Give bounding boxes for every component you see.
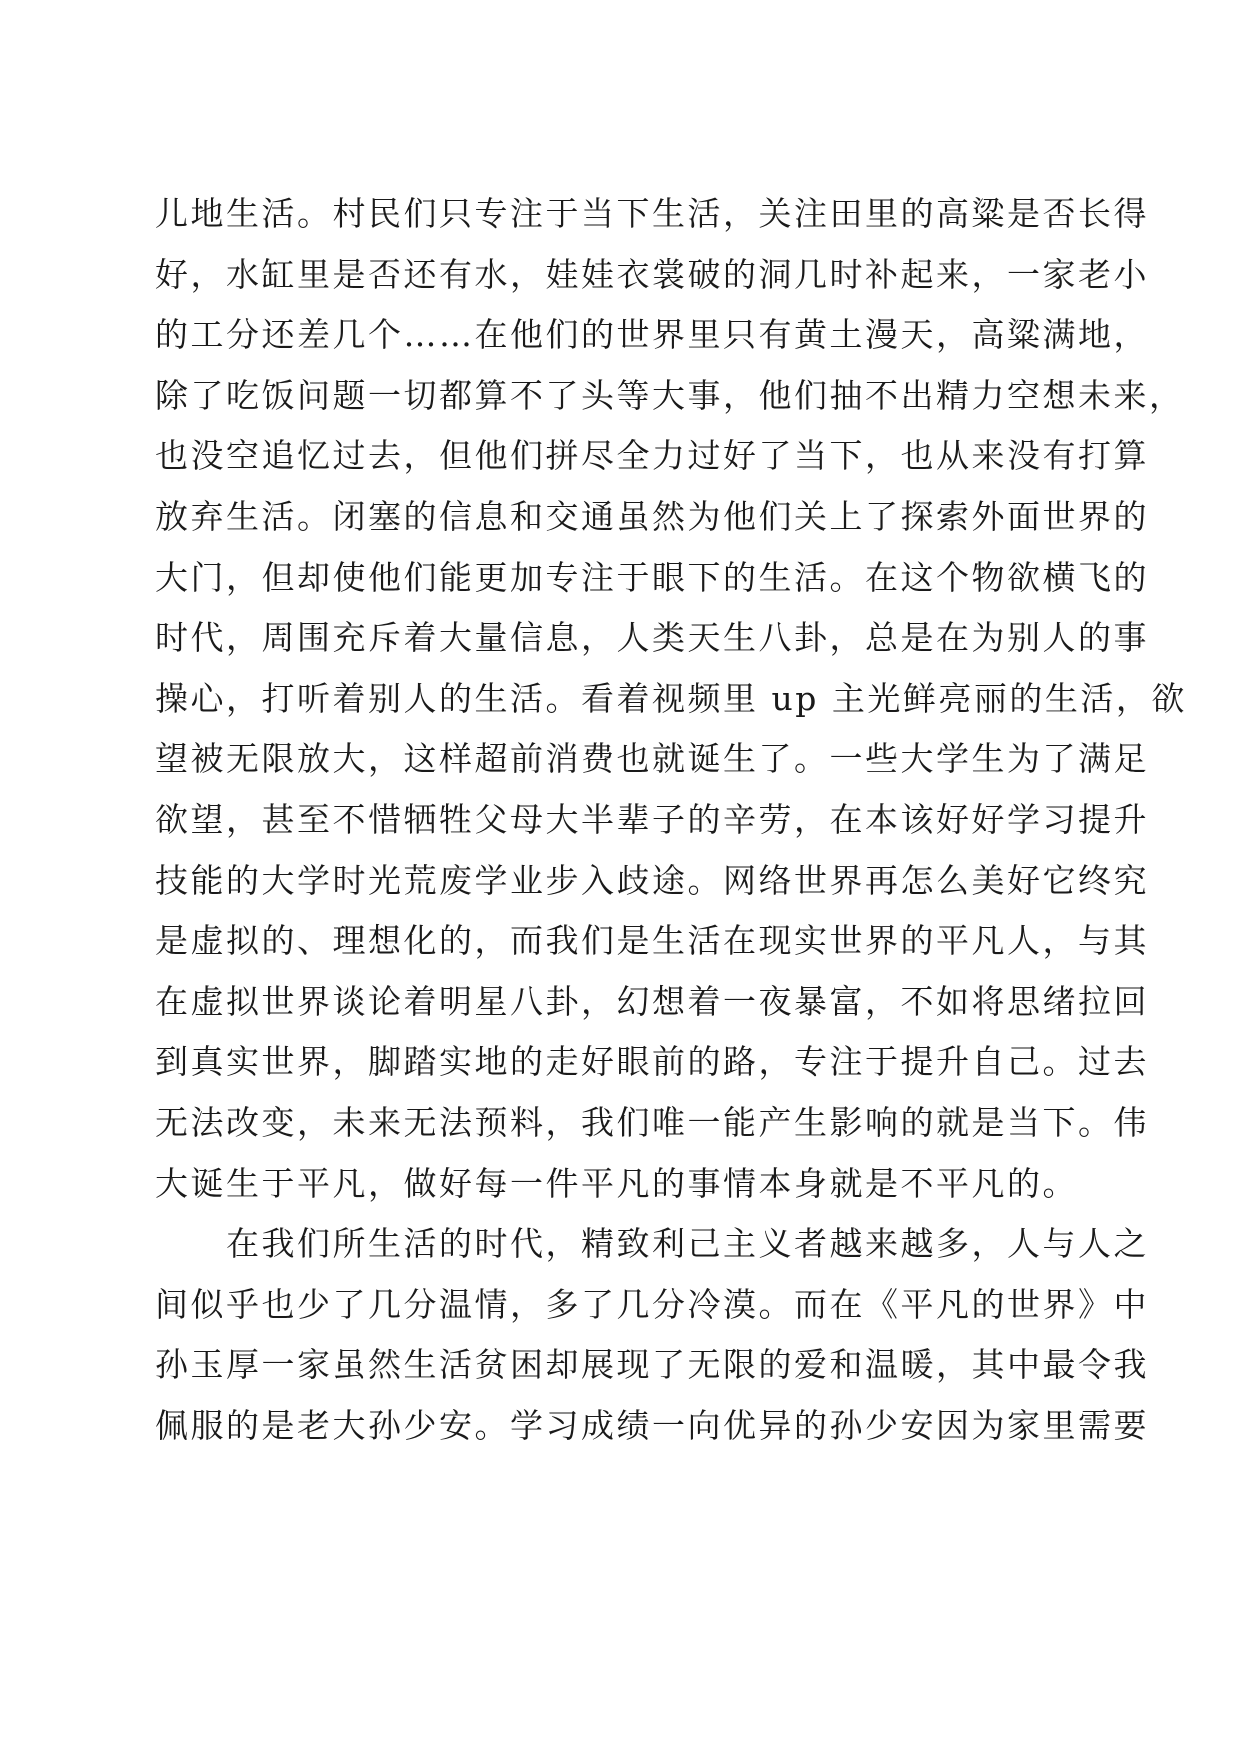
text-line: 在虚拟世界谈论着明星八卦，幻想着一夜暴富，不如将思绪拉回 [155,981,1149,1021]
text-line: 欲望，甚至不惜牺牲父母大半辈子的辛劳，在本该好好学习提升 [155,799,1149,839]
text-line: 佩服的是老大孙少安。学习成绩一向优异的孙少安因为家里需要 [155,1405,1149,1445]
text-line: 放弃生活。闭塞的信息和交通虽然为他们关上了探索外面世界的 [155,496,1149,536]
text-line: 的工分还差几个……在他们的世界里只有黄土漫天，高粱满地， [155,315,1149,355]
paragraph-start-line: 在我们所生活的时代，精致利己主义者越来越多，人与人之 [226,1224,1149,1264]
text-line: 大诞生于平凡，做好每一件平凡的事情本身就是不平凡的。 [155,1163,1078,1203]
text-line: 除了吃饭问题一切都算不了头等大事，他们抽不出精力空想未来， [155,375,1185,415]
text-line: 大门，但却使他们能更加专注于眼下的生活。在这个物欲横飞的 [155,557,1149,597]
text-line: 时代，周围充斥着大量信息，人类天生八卦，总是在为别人的事 [155,618,1149,658]
text-line: 也没空追忆过去，但他们拼尽全力过好了当下，也从来没有打算 [155,436,1149,476]
text-line: 操心，打听着别人的生活。看着视频里 up 主光鲜亮丽的生活，欲 [155,678,1187,718]
text-line: 无法改变，未来无法预料，我们唯一能产生影响的就是当下。伟 [155,1102,1149,1142]
text-line: 技能的大学时光荒废学业步入歧途。网络世界再怎么美好它终究 [155,860,1149,900]
text-line: 是虚拟的、理想化的，而我们是生活在现实世界的平凡人，与其 [155,921,1149,961]
text-line: 好，水缸里是否还有水，娃娃衣裳破的洞几时补起来，一家老小 [155,254,1149,294]
text-line: 到真实世界，脚踏实地的走好眼前的路，专注于提升自己。过去 [155,1042,1149,1082]
text-line: 间似乎也少了几分温情，多了几分冷漠。而在《平凡的世界》中 [155,1284,1149,1324]
body-text [155,184,1187,1456]
text-line: 望被无限放大，这样超前消费也就诞生了。一些大学生为了满足 [155,739,1149,779]
text-line: 儿地生活。村民们只专注于当下生活，关注田里的高粱是否长得 [155,194,1149,233]
text-line: 孙玉厚一家虽然生活贫困却展现了无限的爱和温暖，其中最令我 [155,1345,1149,1385]
